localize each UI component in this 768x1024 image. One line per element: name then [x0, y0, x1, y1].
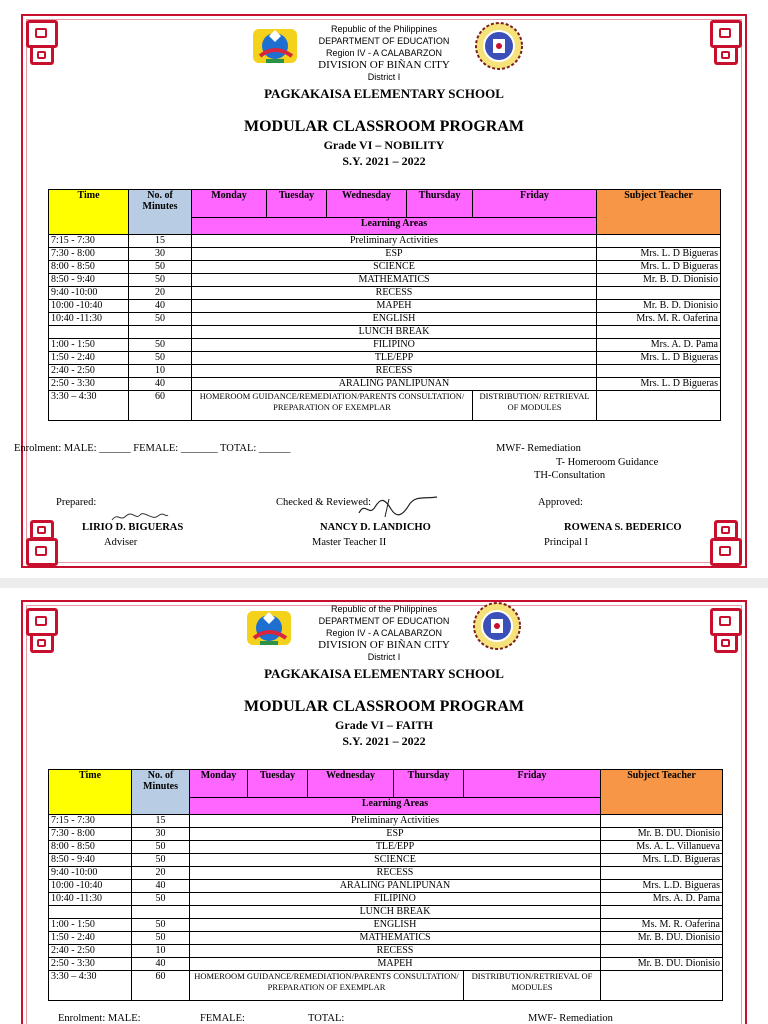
time-cell: 7:15 - 7:30	[49, 235, 129, 248]
schedule-table	[48, 769, 723, 1001]
minutes-cell: 50	[132, 841, 190, 854]
minutes-cell: 40	[129, 378, 192, 391]
teacher-cell	[597, 235, 721, 248]
learning-area-cell: LUNCH BREAK	[192, 326, 597, 339]
principal-name: ROWENA S. BEDERICO	[564, 522, 682, 533]
district-line: District I	[367, 652, 401, 662]
time-cell: 2:50 - 3:30	[49, 958, 132, 971]
header-tuesday: Tuesday	[267, 190, 327, 218]
teacher-cell	[601, 971, 723, 1001]
teacher-cell	[597, 391, 721, 421]
time-cell: 2:40 - 2:50	[49, 365, 129, 378]
minutes-cell: 50	[129, 352, 192, 365]
header-monday: Monday	[192, 190, 267, 218]
corner-ornament	[26, 538, 58, 566]
school-year: S.Y. 2021 – 2022	[342, 734, 426, 748]
corner-ornament	[714, 520, 738, 540]
time-cell: 9:40 -10:00	[49, 287, 129, 300]
time-cell: 8:50 - 9:40	[49, 274, 129, 287]
learning-area-cell: MATHEMATICS	[192, 274, 597, 287]
table-row	[49, 971, 723, 1001]
learning-area-cell: RECESS	[190, 867, 601, 880]
time-cell: 10:00 -10:40	[49, 300, 129, 313]
learning-area-cell: MAPEH	[190, 958, 601, 971]
learning-area-cell: FILIPINO	[192, 339, 597, 352]
teacher-cell: Ms. A. L. Villanueva	[601, 841, 723, 854]
table-row	[49, 261, 721, 274]
minutes-cell: 40	[132, 880, 190, 893]
time-cell: 1:00 - 1:50	[49, 339, 129, 352]
checked-label: Checked & Reviewed:	[276, 497, 372, 508]
homeroom-activity-cell: HOMEROOM GUIDANCE/REMEDIATION/PARENTS CONSULTATION/ PREPARATION OF EXEMPLAR	[190, 971, 464, 1001]
legend-remediation: MWF- Remediation	[528, 1013, 613, 1024]
prepared-label: Prepared:	[56, 497, 97, 508]
minutes-cell: 30	[129, 248, 192, 261]
time-cell	[49, 326, 129, 339]
learning-area-cell: RECESS	[192, 365, 597, 378]
table-row	[49, 893, 723, 906]
learning-area-cell: FILIPINO	[190, 893, 601, 906]
time-cell: 7:15 - 7:30	[49, 815, 132, 828]
header-thursday: Thursday	[407, 190, 473, 218]
learning-area-cell: TLE/EPP	[190, 841, 601, 854]
corner-ornament	[30, 520, 54, 540]
enrolment-line: Enrolment: MALE: ______ FEMALE: _______ TOTAL: ______	[14, 443, 291, 454]
learning-area-cell: LUNCH BREAK	[190, 906, 601, 919]
header-minutes: No. of Minutes	[129, 190, 192, 235]
time-cell: 9:40 -10:00	[49, 867, 132, 880]
header-learning-areas: Learning Areas	[192, 218, 597, 235]
table-row	[49, 880, 723, 893]
header-tuesday: Tuesday	[248, 770, 308, 798]
enrolment-total: TOTAL:	[308, 1013, 345, 1024]
master-teacher-signature	[355, 493, 440, 521]
learning-area-cell: Preliminary Activities	[190, 815, 601, 828]
teacher-cell: Mrs. L.D. Bigueras	[601, 880, 723, 893]
minutes-cell: 30	[132, 828, 190, 841]
teacher-cell	[601, 867, 723, 880]
grade-section: Grade VI – FAITH	[335, 718, 433, 732]
table-row	[49, 391, 721, 421]
time-cell	[49, 906, 132, 919]
learning-area-cell: TLE/EPP	[192, 352, 597, 365]
legend-remediation: MWF- Remediation	[496, 443, 581, 454]
header-wednesday: Wednesday	[308, 770, 394, 798]
table-row	[49, 352, 721, 365]
table-row	[49, 235, 721, 248]
learning-area-cell: MATHEMATICS	[190, 932, 601, 945]
district-line: District I	[367, 72, 401, 82]
time-cell: 8:00 - 8:50	[49, 841, 132, 854]
minutes-cell: 50	[129, 339, 192, 352]
header-friday: Friday	[464, 770, 601, 798]
letterhead	[0, 23, 768, 83]
table-row	[49, 854, 723, 867]
learning-area-cell: ENGLISH	[192, 313, 597, 326]
minutes-cell: 20	[132, 867, 190, 880]
republic-line: Republic of the Philippines	[330, 604, 438, 614]
division-line: DIVISION OF BIÑAN CITY	[318, 639, 450, 651]
homeroom-activity-cell: HOMEROOM GUIDANCE/REMEDIATION/PARENTS CONSULTATION/ PREPARATION OF EXEMPLAR	[192, 391, 473, 421]
table-row	[49, 841, 723, 854]
module-distribution-cell: DISTRIBUTION/ RETRIEVAL OF MODULES	[473, 391, 597, 421]
minutes-cell: 20	[129, 287, 192, 300]
time-cell: 7:30 - 8:00	[49, 828, 132, 841]
learning-area-cell: ESP	[190, 828, 601, 841]
division-line: DIVISION OF BIÑAN CITY	[318, 59, 450, 71]
teacher-cell	[601, 906, 723, 919]
minutes-cell: 50	[129, 313, 192, 326]
header-monday: Monday	[190, 770, 248, 798]
minutes-cell: 50	[132, 932, 190, 945]
minutes-cell: 15	[129, 235, 192, 248]
minutes-cell: 50	[132, 854, 190, 867]
table-row	[49, 932, 723, 945]
header-subject-teacher: Subject Teacher	[597, 190, 721, 235]
learning-area-cell: ENGLISH	[190, 919, 601, 932]
header-minutes: No. of Minutes	[132, 770, 190, 815]
time-cell: 8:50 - 9:40	[49, 854, 132, 867]
time-cell: 1:50 - 2:40	[49, 932, 132, 945]
enrolment-male: Enrolment: MALE:	[58, 1013, 141, 1024]
minutes-cell: 50	[132, 893, 190, 906]
teacher-cell: Mr. B. DU. Dionisio	[601, 958, 723, 971]
header-thursday: Thursday	[394, 770, 464, 798]
table-row	[49, 958, 723, 971]
teacher-cell: Mrs. L.D. Bigueras	[601, 854, 723, 867]
teacher-cell	[597, 365, 721, 378]
principal-role: Principal I	[544, 537, 589, 548]
minutes-cell: 15	[132, 815, 190, 828]
master-teacher-role: Master Teacher II	[312, 537, 387, 548]
teacher-cell: Mr. B. D. Dionisio	[597, 300, 721, 313]
learning-area-cell: ESP	[192, 248, 597, 261]
minutes-cell: 50	[129, 261, 192, 274]
teacher-cell: Mrs. A. D. Pama	[597, 339, 721, 352]
table-row	[49, 365, 721, 378]
school-name: PAGKAKAISA ELEMENTARY SCHOOL	[264, 86, 504, 101]
teacher-cell	[597, 287, 721, 300]
learning-area-cell: ARALING PANLIPUNAN	[190, 880, 601, 893]
minutes-cell: 40	[132, 958, 190, 971]
learning-area-cell: RECESS	[192, 287, 597, 300]
teacher-cell: Mrs. L. D Bigueras	[597, 378, 721, 391]
table-row	[49, 287, 721, 300]
republic-line: Republic of the Philippines	[330, 24, 438, 34]
header-wednesday: Wednesday	[327, 190, 407, 218]
time-cell: 1:50 - 2:40	[49, 352, 129, 365]
minutes-cell: 50	[132, 919, 190, 932]
table-row	[49, 339, 721, 352]
enrolment-female: FEMALE:	[200, 1013, 245, 1024]
table-row	[49, 906, 723, 919]
learning-area-cell: SCIENCE	[190, 854, 601, 867]
header-friday: Friday	[473, 190, 597, 218]
teacher-cell	[601, 945, 723, 958]
time-cell: 2:50 - 3:30	[49, 378, 129, 391]
master-teacher-name: NANCY D. LANDICHO	[320, 522, 431, 533]
teacher-cell: Mrs. A. D. Pama	[601, 893, 723, 906]
module-distribution-cell: DISTRIBUTION/RETRIEVAL OF MODULES	[464, 971, 601, 1001]
header-time: Time	[49, 770, 132, 815]
teacher-cell: Mr. B. D. Dionisio	[597, 274, 721, 287]
time-cell: 7:30 - 8:00	[49, 248, 129, 261]
time-cell: 2:40 - 2:50	[49, 945, 132, 958]
region-line: Region IV - A CALABARZON	[325, 628, 443, 638]
table-row	[49, 867, 723, 880]
learning-area-cell: ARALING PANLIPUNAN	[192, 378, 597, 391]
grade-section: Grade VI – NOBILITY	[323, 138, 445, 152]
table-row	[49, 326, 721, 339]
teacher-cell	[601, 815, 723, 828]
document-title: MODULAR CLASSROOM PROGRAM	[244, 698, 524, 715]
table-row	[49, 274, 721, 287]
header-learning-areas: Learning Areas	[190, 798, 601, 815]
minutes-cell: 10	[129, 365, 192, 378]
table-row	[49, 815, 723, 828]
letterhead	[0, 603, 768, 663]
minutes-cell: 60	[132, 971, 190, 1001]
table-row	[49, 300, 721, 313]
table-row	[49, 828, 723, 841]
teacher-cell	[597, 326, 721, 339]
school-year: S.Y. 2021 – 2022	[342, 154, 426, 168]
minutes-cell: 60	[129, 391, 192, 421]
time-cell: 3:30 – 4:30	[49, 971, 132, 1001]
adviser-role: Adviser	[104, 537, 138, 548]
table-row	[49, 945, 723, 958]
time-cell: 10:40 -11:30	[49, 313, 129, 326]
minutes-cell	[132, 906, 190, 919]
learning-area-cell: Preliminary Activities	[192, 235, 597, 248]
time-cell: 3:30 – 4:30	[49, 391, 129, 421]
document-title: MODULAR CLASSROOM PROGRAM	[244, 118, 524, 135]
teacher-cell: Mrs. L. D Bigueras	[597, 248, 721, 261]
schedule-table	[48, 189, 721, 421]
legend-consultation: TH-Consultation	[534, 470, 606, 481]
region-line: Region IV - A CALABARZON	[325, 48, 443, 58]
time-cell: 8:00 - 8:50	[49, 261, 129, 274]
department-line: DEPARTMENT OF EDUCATION	[318, 616, 450, 626]
department-line: DEPARTMENT OF EDUCATION	[318, 36, 450, 46]
header-time: Time	[49, 190, 129, 235]
program-sheet-faith	[0, 586, 768, 1024]
teacher-cell: Mrs. L. D Bigueras	[597, 352, 721, 365]
minutes-cell	[129, 326, 192, 339]
table-row	[49, 313, 721, 326]
table-row	[49, 919, 723, 932]
corner-ornament	[710, 538, 742, 566]
table-row	[49, 378, 721, 391]
time-cell: 10:00 -10:40	[49, 880, 132, 893]
learning-area-cell: SCIENCE	[192, 261, 597, 274]
minutes-cell: 10	[132, 945, 190, 958]
learning-area-cell: MAPEH	[192, 300, 597, 313]
school-name: PAGKAKAISA ELEMENTARY SCHOOL	[264, 666, 504, 681]
legend-homeroom: T- Homeroom Guidance	[556, 457, 659, 468]
learning-area-cell: RECESS	[190, 945, 601, 958]
time-cell: 1:00 - 1:50	[49, 919, 132, 932]
minutes-cell: 40	[129, 300, 192, 313]
teacher-cell: Ms. M. R. Oaferina	[601, 919, 723, 932]
teacher-cell: Mrs. L. D Bigueras	[597, 261, 721, 274]
table-row	[49, 248, 721, 261]
teacher-cell: Mrs. M. R. Oaferina	[597, 313, 721, 326]
teacher-cell: Mr. B. DU. Dionisio	[601, 932, 723, 945]
time-cell: 10:40 -11:30	[49, 893, 132, 906]
adviser-name: LIRIO D. BIGUERAS	[82, 522, 184, 533]
minutes-cell: 50	[129, 274, 192, 287]
teacher-cell: Mr. B. DU. Dionisio	[601, 828, 723, 841]
approved-label: Approved:	[538, 497, 583, 508]
header-subject-teacher: Subject Teacher	[601, 770, 723, 815]
